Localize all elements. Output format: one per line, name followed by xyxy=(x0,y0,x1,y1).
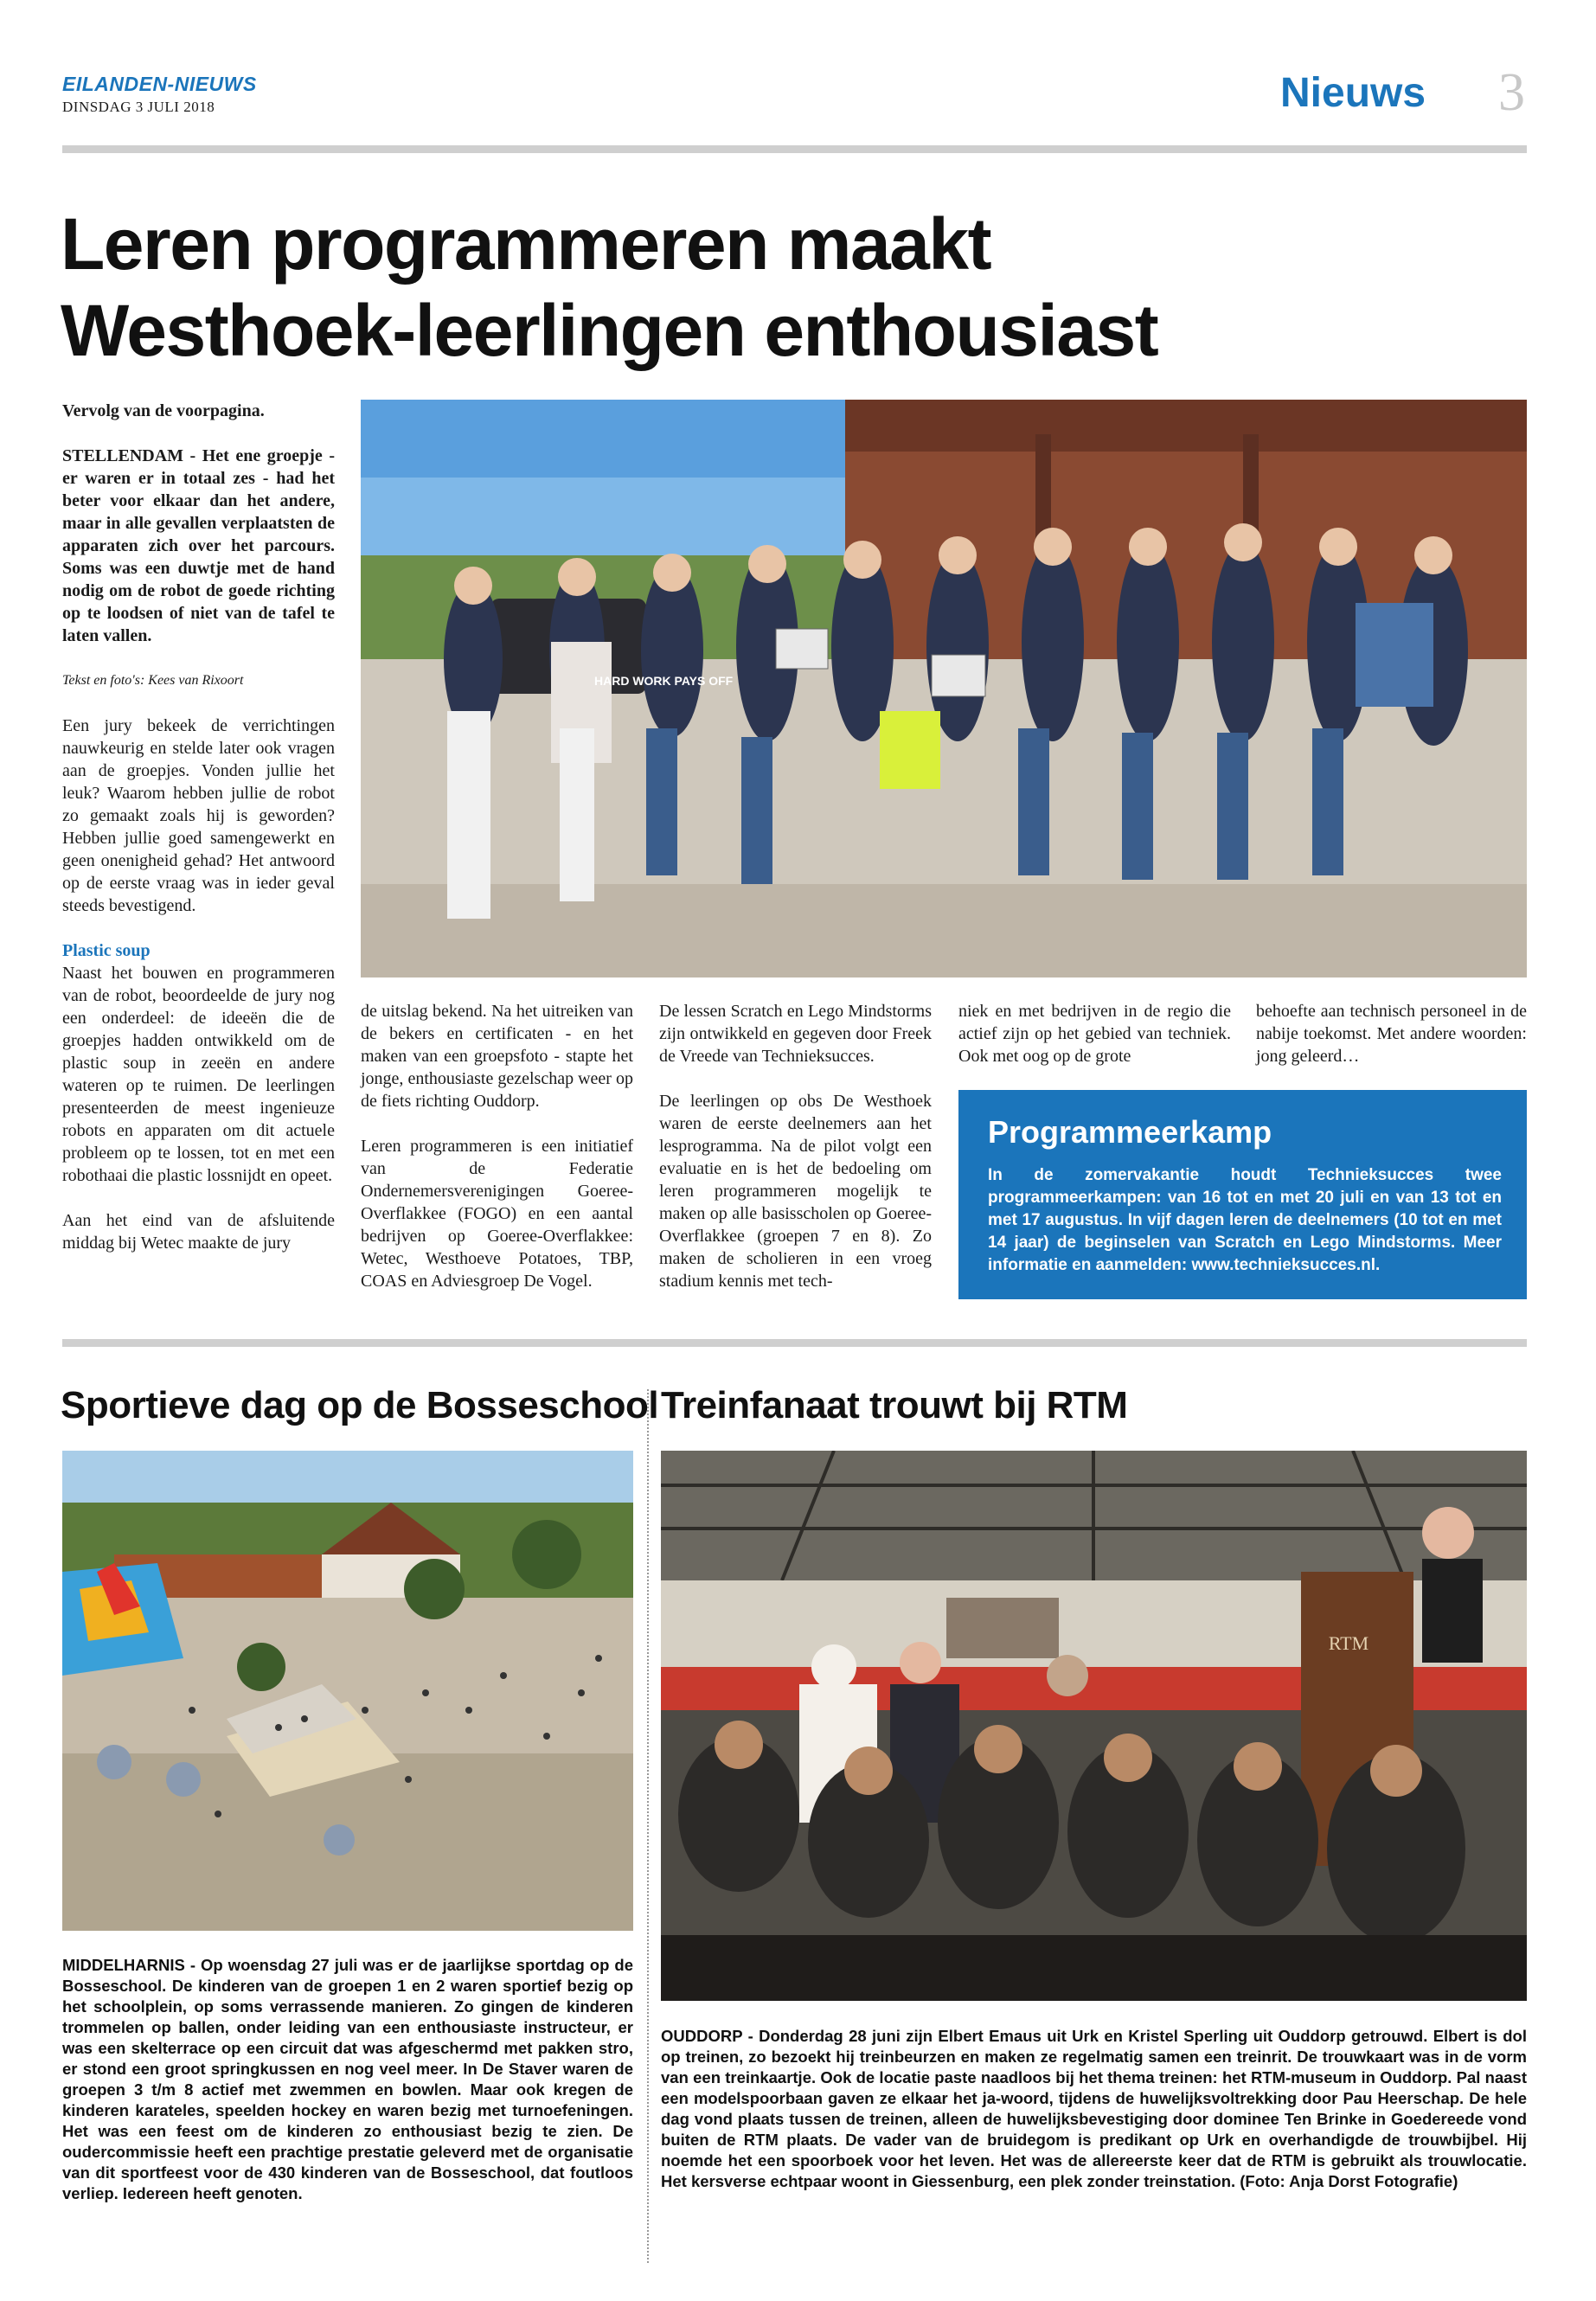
article-paragraph: De lessen Scratch en Lego Mindstorms zijn ontwikkeld en gegeven door Freek de Vreede van Technieksucces. xyxy=(659,1002,932,1066)
photo-credit: Tekst en foto's: Kees van Rixoort xyxy=(62,673,244,688)
top-rule xyxy=(62,145,1527,153)
article-paragraph: De leerlingen op obs De Westhoek waren de eerste deelnemers aan het lesprogramma. Na de pilot volgt een evaluatie en is het de bedoeling om leren programmeren mogelijk te maken op alle basisscholen op Goeree-Overflakkee (groepen 7 en 8). Zo maken de scholieren in een vroeg stadium kennis met tech- xyxy=(659,1092,932,1291)
continued-note: Vervolg van de voorpagina. xyxy=(62,401,265,420)
main-article-left-column xyxy=(62,400,335,1277)
column-separator xyxy=(647,1389,649,2263)
podium-sign: RTM xyxy=(1328,1632,1369,1654)
main-article-column-3 xyxy=(659,1000,932,1315)
article-paragraph: behoefte aan technisch personeel in de nabije toekomst. Met andere woorden: jong geleerd… xyxy=(1256,1002,1527,1066)
issue-date: DINSDAG 3 JULI 2018 xyxy=(62,99,215,115)
main-article-column-4 xyxy=(958,1000,1231,1090)
box-title: Programmeerkamp xyxy=(988,1114,1272,1150)
subheading-plastic-soup: Plastic soup xyxy=(62,941,151,960)
rtm-headline: Treinfanaat trouwt bij RTM xyxy=(661,1384,1128,1426)
lead-paragraph: STELLENDAM - Het ene groepje - er waren er in totaal zes - had het beter voor elkaar dan het andere, maar in alle gevallen verplaatsten de apparaten zich over het parcours. Soms was een duwtje met de hand nodig om de robot de goede richting op te loodsen of niet van de tafel te laten vallen. xyxy=(62,446,335,645)
main-headline xyxy=(61,201,1531,374)
box-text: In de zomervakantie houdt Technieksucces twee programmeerkampen: van 16 tot en met 20 juli en van 13 tot en met 17 augustus. In vijf dagen leren de deelnemers (10 tot en met 14 jaar) de beginselen van Scratch en Lego Mindstorms. Meer informatie en aanmelden: www.technieksucces.nl. xyxy=(988,1166,1502,1274)
page-number: 3 xyxy=(1498,63,1525,122)
schoolyard-photo xyxy=(62,1451,633,1931)
section-rule xyxy=(62,1339,1527,1347)
headline-line-1: Leren programmeren maakt xyxy=(61,203,991,285)
article-paragraph: niek en met bedrijven in de regio die actief zijn op het gebied van techniek. Ook met oog op de grote xyxy=(958,1002,1231,1066)
section-title: Nieuws xyxy=(1280,70,1426,116)
headline-line-2: Westhoek-leerlingen enthousiast xyxy=(61,290,1158,371)
article-paragraph: de uitslag bekend. Na het uitreiken van de bekers en certificaten - en het maken van een groepsfoto - stapte het jonge, enthousiaste gezelschap weer op de fiets richting Ouddorp. xyxy=(361,1002,633,1111)
main-article-column-2 xyxy=(361,1000,633,1315)
rtm-caption: OUDDORP - Donderdag 28 juni zijn Elbert Emaus uit Urk en Kristel Sperling uit Ouddorp getrouwd. Elbert is dol op treinen, zo bezoekt hij treinbeurzen en maken ze regelmatig samen een treinrit. De trouwkaart was in de vorm van een treinkaartje. Ook de locatie paste naadloos bij het thema treinen: het RTM-museum in Ouddorp. Pal naast een modelspoorbaan gaven ze elkaar het ja-woord, tijdens de huwelijksvoltrekking door Pau Heerschap. De hele dag vond plaats tussen de treinen, alleen de huwelijksbevestiging door dominee Ten Brinke in Goedereede vond buiten de RTM plaats. De vader van de bruidegom is predikant op Urk en overhandigde de trouwbijbel. Hij noemde het een spoorboek voor het leven. Het was de allereerste keer dat de RTM is gebruikt als trouwlocatie. Het kersverse echtpaar woont in Giessenburg, een plek zonder treinstation. (Foto: Anja Dorst Fotografie) xyxy=(661,2027,1527,2190)
programmeerkamp-box xyxy=(958,1090,1527,1299)
shirt-text: HARD WORK PAYS OFF xyxy=(594,674,734,688)
sport-caption: MIDDELHARNIS - Op woensdag 27 juli was er de jaarlijkse sportdag op de Bosseschool. De kinderen van de groepen 1 en 2 waren sportief bezig op het schoolplein, op soms verrassende manieren. Zo gingen de kinderen trommelen op ballen, onder leiding van een enthousiaste instructeur, er was een skelterrace op een circuit dat was afgeschermd met pakken stro, er stond een groot springkussen en nog veel meer. In De Staver waren de groepen 3 t/m 8 actief met zwemmen en bowlen. Maar ook kregen de kinderen karateles, speelden hockey en waren bezig met turnoefeningen. Het was een feest om de kinderen zo enthousiast bezig te zien. De oudercommissie heeft een prachtige prestatie geleverd met de organisatie van dit sportfeest voor de 430 kinderen van de Bosseschool, dat foutloos verliep. Iedereen heeft genoten. xyxy=(62,1956,633,2202)
article-paragraph: Aan het eind van de afsluitende middag bij Wetec maakte de jury xyxy=(62,1211,335,1253)
main-article-column-5 xyxy=(1256,1000,1527,1090)
newspaper-logo: EILANDEN-NIEUWS xyxy=(62,73,257,95)
group-photo xyxy=(361,400,1527,977)
article-paragraph: Een jury bekeek de verrichtingen nauwkeurig en stelde later ook vragen aan de groepjes. Vonden jullie het leuk? Waarom hebben jullie de robot zo gemaakt zoals hij is geworden? Hebben jullie goed samengewerkt en geen onenigheid gehad? Het antwoord op de eerste vraag was in ieder geval steeds bevestigend. xyxy=(62,716,335,915)
article-paragraph: Naast het bouwen en programmeren van de robot, beoordeelde de jury nog een onderdeel: de ideeën die de groepjes hadden ontwikkeld om de plastic soup in zeeën en andere wateren op te ruimen. De leerlingen presenteerden de meest ingenieuze robots en apparaten om dit actuele probleem op te lossen, tot en met een robothaai die plastic lossnijdt en opeet. xyxy=(62,964,335,1185)
sport-headline: Sportieve dag op de Bosseschool xyxy=(61,1384,659,1426)
article-paragraph: Leren programmeren is een initiatief van de Federatie Ondernemersverenigingen Goeree-Overflakkee (FOGO) en een aantal bedrijven op Goeree-Overflakkee: Wetec, Westhoeve Potatoes, TBP, COAS en Adviesgroep De Vogel. xyxy=(361,1137,633,1291)
wedding-photo xyxy=(661,1451,1527,2001)
